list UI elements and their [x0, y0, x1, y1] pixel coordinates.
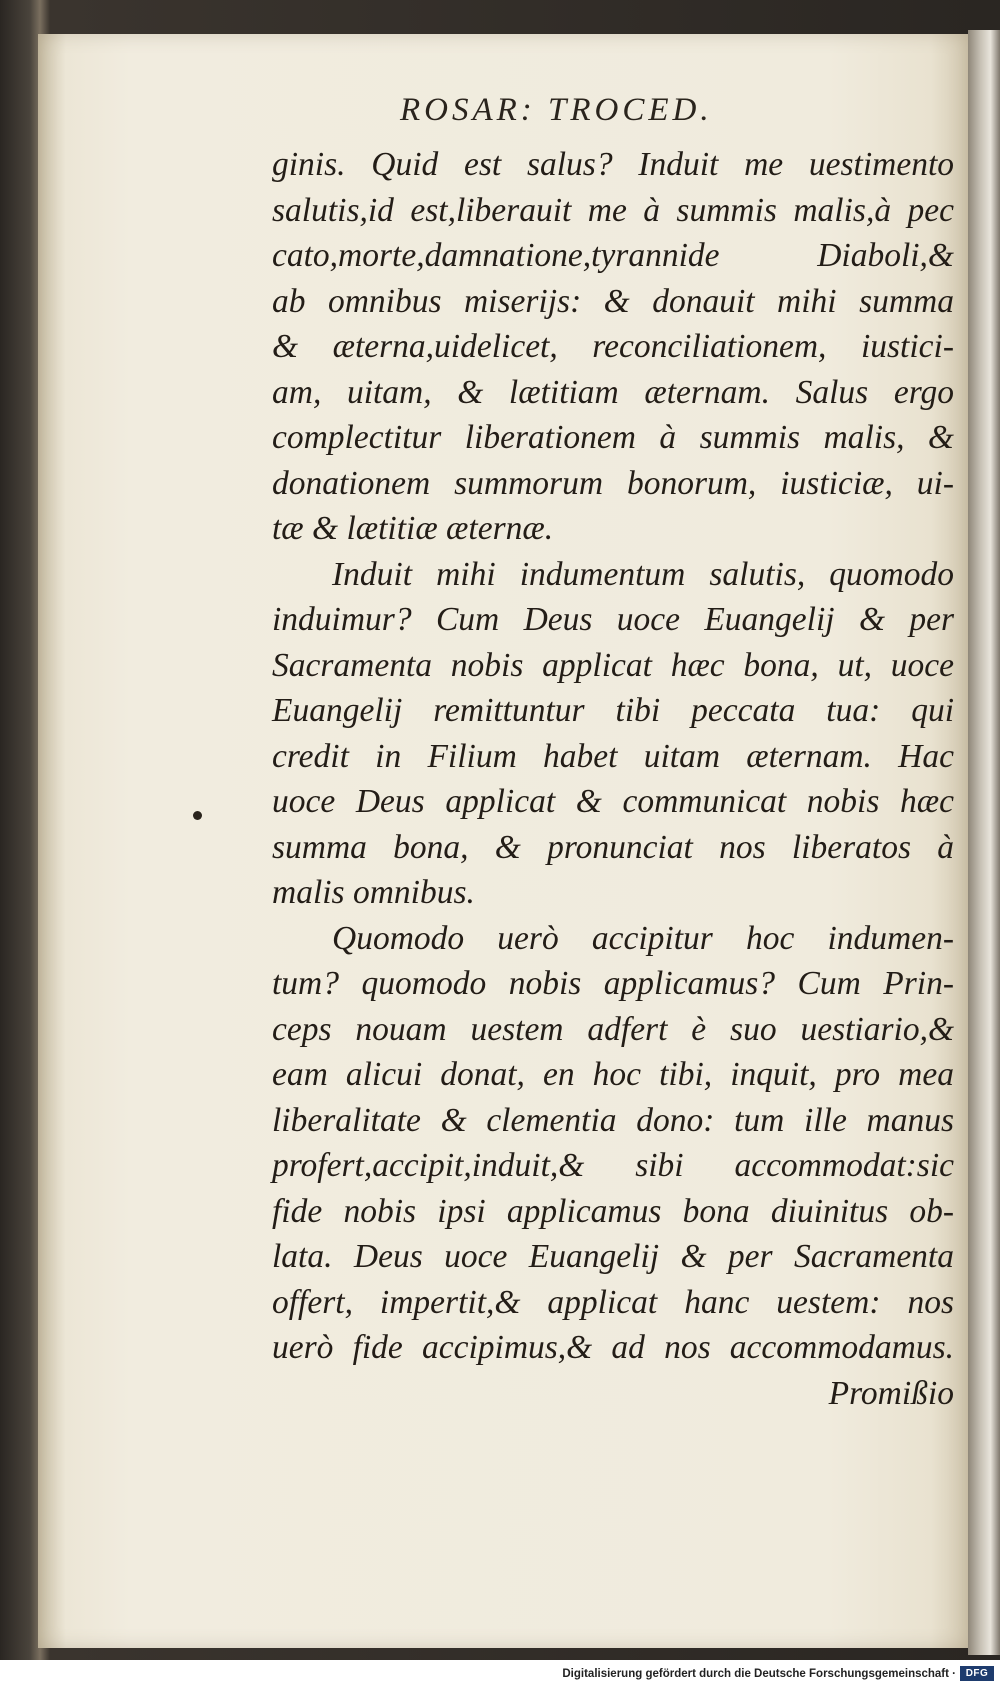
- page-stack-edge: [968, 30, 1000, 1655]
- text-line: ginis. Quid est salus? Induit me uestimento: [272, 146, 954, 183]
- text-line: tæ & lætitiæ æternæ.: [272, 510, 554, 547]
- text-line: am, uitam, & lætitiam æternam. Salus ergo: [272, 373, 954, 411]
- text-line: salutis,id est,liberauit me à summis malis,à pec: [272, 191, 954, 229]
- text-line: malis omnibus.: [272, 874, 475, 911]
- text-line: Euangelij remittuntur tibi peccata tua: qui: [272, 692, 954, 729]
- text-line: eam alicui donat, en hoc tibi, inquit, pro mea: [272, 1056, 954, 1093]
- text-line: fide nobis ipsi applicamus bona diuinitus ob-: [272, 1192, 954, 1230]
- running-head: ROSAR: TROCED.: [400, 92, 713, 128]
- text-line: profert,accipit,induit,& sibi accommodat:sic: [272, 1147, 954, 1184]
- body-text: [272, 142, 954, 1416]
- footer-credit: Digitalisierung gefördert durch die Deutsche Forschungsgemeinschaft ·: [562, 1668, 956, 1680]
- text-line: tum? quomodo nobis applicamus? Cum Prin-: [272, 965, 954, 1002]
- text-line: Sacramenta nobis applicat hæc bona, ut, uoce: [272, 646, 954, 684]
- text-line: lata. Deus uoce Euangelij & per Sacramenta: [272, 1238, 954, 1275]
- margin-dot: [193, 811, 202, 820]
- dfg-logo-icon: DFG: [960, 1666, 994, 1681]
- text-line: ab omnibus miserijs: & donauit mihi summa: [272, 282, 954, 320]
- text-line: ceps nouam uestem adfert è suo uestiario,&: [272, 1010, 954, 1048]
- text-line: & æterna,uidelicet, reconciliationem, iustici-: [272, 328, 954, 365]
- text-line: offert, impertit,& applicat hanc uestem: nos: [272, 1283, 954, 1321]
- catchword: Promißio: [828, 1374, 954, 1412]
- text-line: complectitur liberationem à summis malis, &: [272, 419, 954, 456]
- text-line: credit in Filium habet uitam æternam. Hac: [272, 737, 954, 775]
- text-line: summa bona, & pronunciat nos liberatos à: [272, 828, 954, 866]
- text-line: induimur? Cum Deus uoce Euangelij & per: [272, 601, 954, 638]
- text-line: cato,morte,damnatione,tyrannide Diaboli,&: [272, 237, 954, 274]
- text-line: uerò fide accipimus,& ad nos accommodamus.: [272, 1329, 954, 1366]
- text-line: Quomodo uerò accipitur hoc indumen-: [332, 919, 954, 957]
- text-line: liberalitate & clementia dono: tum ille manus: [272, 1101, 954, 1139]
- text-line: uoce Deus applicat & communicat nobis hæc: [272, 783, 954, 820]
- text-line: Induit mihi indumentum salutis, quomodo: [332, 555, 954, 593]
- text-line: donationem summorum bonorum, iusticiæ, ui-: [272, 464, 954, 502]
